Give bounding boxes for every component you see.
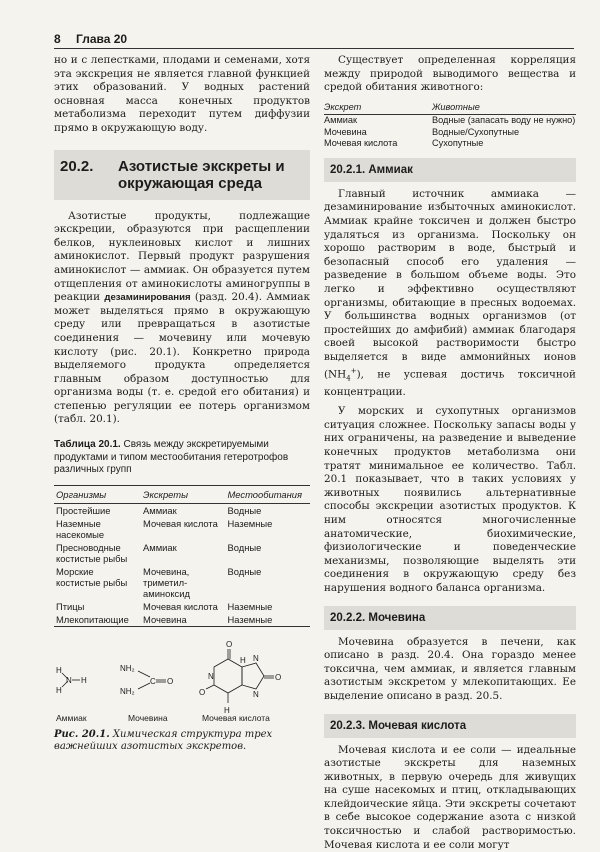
urea-name: Мочевина xyxy=(128,712,168,723)
table-cell: Морские костистые рыбы xyxy=(56,565,128,588)
correlation-intro: Существует определенная корреляция между природой выводимого вещества и средой обитания животного: xyxy=(324,54,576,94)
urea-nh2-label: NH₂ xyxy=(120,686,135,696)
subsection-heading-urea: 20.2.2. Мочевина xyxy=(324,606,576,630)
table-cell: Аммиак xyxy=(143,504,177,516)
chemical-structures-figure xyxy=(54,633,310,725)
urate-n-label: N xyxy=(253,653,259,663)
subsection-heading-uric-acid: 20.2.3. Мочевая кислота xyxy=(324,714,576,738)
chemical-structures-drawing xyxy=(54,633,310,725)
table-cell: Водные (запасать воду не нужно) xyxy=(432,115,576,126)
urea-o-label: O xyxy=(167,676,174,686)
ammonia-h-label: H xyxy=(81,675,87,685)
table-header: Животные xyxy=(432,101,576,115)
paragraph-text: ), не успевая достичь токсичной концентрации. xyxy=(324,367,576,398)
table-row xyxy=(54,613,310,627)
table-header-row xyxy=(324,101,576,115)
table-cell: Мочевина, триметил-аминоксид xyxy=(143,565,190,599)
urate-o-label: O xyxy=(199,687,206,697)
page-number: 8 xyxy=(54,32,61,46)
table-row xyxy=(54,503,310,517)
table-header: Организмы xyxy=(56,488,107,500)
uric-acid-name: Мочевая кислота xyxy=(202,712,270,723)
paragraph-text: Главный источник аммиака — дезаминирование избыточных аминокислот. Аммиак крайне токсичен и должен быстро удаляться из организма. Поскольку он хорошо растворим в воде, быстрый и безопасный способ его удаления — разведение в большом объеме воды. Это легко и эффективно осуществляют организмы, обитающие в пресных водоемах. У большинства водных организмов (от простейших до амфибий) аммиак благодаря своей высокой растворимости быстро выделяется в виде аммонийных ионов (NH xyxy=(324,187,576,380)
urea-paragraph: Мочевина образуется в печени, как описано в разд. 20.4. Она гораздо менее токсична, чем аммиак, и является главным азотистым экскретом у млекопитающих. Ее выделение описано в разд. 20.5. xyxy=(324,635,576,702)
table-cell: Простейшие xyxy=(56,504,111,516)
figure-caption-label: Рис. 20.1. xyxy=(54,728,110,740)
table-cell: Аммиак xyxy=(324,115,358,126)
chapter-title: Глава 20 xyxy=(76,32,128,46)
paragraph-text: (разд. 20.4). Аммиак может выделяться прямо в окружающую среду или превращаться в азотистые соединения — мочевину или мочевую кислоту (рис. 20.1). Конкретно природа выделяемого продукта определяется главным образом доступностью для организма воды (т. е. средой его обитания) и степенью регуляции ее потерь организмом (табл. 20.1). xyxy=(54,291,310,426)
table-cell: Водные xyxy=(227,565,262,577)
table-caption xyxy=(54,439,310,477)
uric-acid-paragraph: Мочевая кислота и ее соли — идеальные азотистые экскреты для наземных животных, в первую очередь для живущих на суше насекомых и птиц, откладывающих клейдоические яйца. Эти экскреты сочетают в себе высокое содержание азота с низкой токсичностью и слабой растворимостью. Мочевая кислота и ее соли могут xyxy=(324,743,576,851)
urate-o-label: O xyxy=(226,639,233,649)
urate-n-label: N xyxy=(253,689,259,699)
superscript: + xyxy=(350,366,357,375)
figure-caption-text: Химическая структура трех важнейших азотистых экскретов. xyxy=(54,728,273,753)
right-column xyxy=(324,54,576,852)
urate-n-label: N xyxy=(208,671,214,681)
table-header: Экскрет xyxy=(324,101,432,115)
table-cell: Млекопитающие xyxy=(56,613,129,625)
table-row xyxy=(54,565,310,600)
ammonia-h-label: H xyxy=(56,685,62,695)
urea-c-label: C xyxy=(150,676,156,686)
ammonia-name: Аммиак xyxy=(56,712,87,723)
table-row xyxy=(324,115,576,127)
section-paragraph xyxy=(54,210,310,428)
page-header xyxy=(54,32,574,48)
table-cell: Водные xyxy=(227,541,262,553)
table-cell: Аммиак xyxy=(143,541,177,553)
table-cell: Мочевая кислота xyxy=(143,600,218,612)
table-cell: Наземные xyxy=(227,600,273,612)
correlation-table xyxy=(324,101,576,150)
table-cell: Водные xyxy=(227,504,262,516)
table-cell: Наземные насекомые xyxy=(56,517,105,540)
table-cell: Водные/Сухопутные xyxy=(432,126,520,137)
intro-paragraph: но и с лепестками, плодами и семенами, хотя эта экскреция не является главной функцией этих образований. У водных растений основная масса конечных продуктов метаболизма переходит путем диффузии прямо в окружающую воду. xyxy=(54,54,310,134)
section-number: 20.2. xyxy=(60,157,94,175)
table-header: Местообитания xyxy=(227,488,303,500)
bold-term: дезаминирования xyxy=(104,292,191,304)
excretion-table xyxy=(54,485,310,627)
paragraph-text: Азотистые продукты, подлежащие экскреции, образуются при расщеплении белков, нуклеиновых кислот и лишних аминокислот. Первый продукт разрушения аминокислот — аммиак. Он образуется путем отщепления от аминокислоты аминогруппы в реакции xyxy=(54,209,310,304)
table-cell: Мочевина xyxy=(324,126,367,137)
table-cell: Мочевая кислота xyxy=(143,517,218,529)
subsection-heading-ammonia: 20.2.1. Аммиак xyxy=(324,158,576,182)
table-cell: Сухопутные xyxy=(432,138,484,149)
table-cell: Мочевина xyxy=(143,613,187,625)
table-row xyxy=(54,541,310,565)
urate-h-label: H xyxy=(224,705,230,715)
table-row xyxy=(54,517,310,541)
table-header-row xyxy=(54,485,310,503)
table-row xyxy=(324,138,576,150)
subscript: 4 xyxy=(346,374,351,383)
ammonia-n-label: N xyxy=(66,675,72,685)
urate-o-label: O xyxy=(275,672,282,682)
section-heading xyxy=(54,150,310,200)
table-cell: Пресноводные костистые рыбы xyxy=(56,541,128,564)
section-title: Азотистые экскреты и окружающая среда xyxy=(118,157,285,192)
table-row xyxy=(324,127,576,139)
table-caption-text: Связь между экскретируемыми продуктами и типом местообитания гетеротрофов различных групп xyxy=(54,439,289,476)
urate-h-label: H xyxy=(240,655,246,665)
table-header: Экскреты xyxy=(143,488,189,500)
table-cell: Птицы xyxy=(56,600,85,612)
ammonia-h-label: H xyxy=(56,665,62,675)
ammonia-paragraph-2: У морских и сухопутных организмов ситуация сложнее. Поскольку запасы воды у них ограничены, на разведение и выведение конечных продуктов метаболизма они тратят минимальное ее количество. Табл. 20.1 показывает, что в таких условиях у животных появились альтернативные способы экскреции азотистых продуктов. К ним относятся многочисленные анатомические, биохимические, физиологические и поведенческие механизмы, позволяющие выделять эти соединения в окружающую среду без нарушения водного баланса организма. xyxy=(324,405,576,594)
table-caption-label: Таблица 20.1. xyxy=(54,439,121,451)
urea-nh2-label: NH₂ xyxy=(120,663,135,673)
ammonia-paragraph xyxy=(324,188,576,399)
table-row xyxy=(54,600,310,613)
left-column xyxy=(54,54,310,754)
table-cell: Наземные xyxy=(227,613,273,625)
table-cell: Мочевая кислота xyxy=(324,138,398,149)
header-rule xyxy=(54,48,574,49)
table-cell: Наземные xyxy=(227,517,273,529)
